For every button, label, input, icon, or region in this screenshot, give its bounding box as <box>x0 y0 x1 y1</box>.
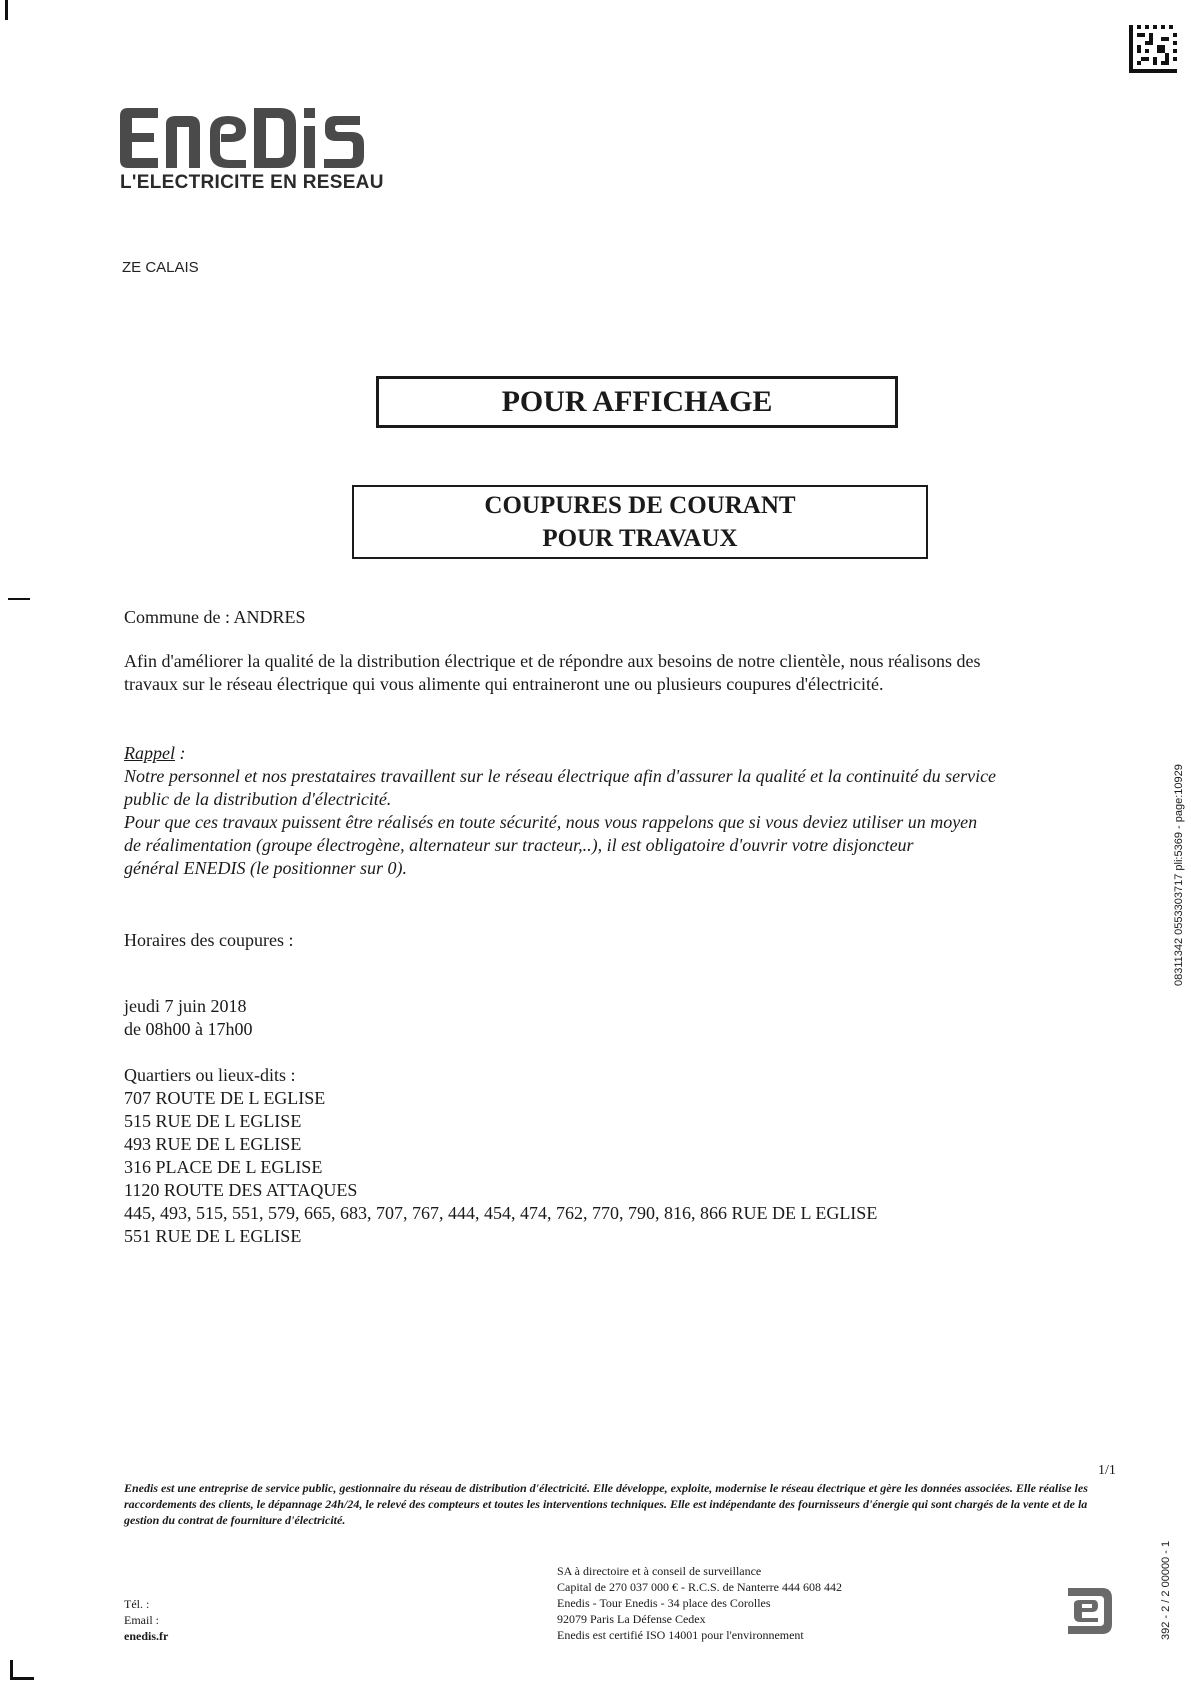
page-number: 1/1 <box>1098 1463 1116 1478</box>
rappel-line: public de la distribution d'électricité. <box>124 789 392 809</box>
contact-block <box>124 1596 168 1644</box>
locations-heading: Quartiers ou lieux-dits : <box>124 1065 296 1085</box>
locations-block <box>124 1064 877 1248</box>
schedule-heading: Horaires des coupures : <box>124 930 294 950</box>
company-description: Enedis est une entreprise de service public, gestionnaire du réseau de distribution d'électricité. Elle développe, exploite, modernise le réseau électrique et gère les données associées. Elle réalise les raccordements des clients, le dépannage 24h/24, le relevé des compteurs et toutes les interventions techniques. Elle est indépendante des fournisseurs d'énergie qui sont chargés de la vente et de la gestion du contrat de fourniture d'électricité. <box>124 1481 1088 1527</box>
side-reference-code: 08311342 0553303717 pli:5369 - page:10929 <box>1173 764 1185 986</box>
legal-line: Enedis - Tour Enedis - 34 place des Corolles <box>557 1596 771 1610</box>
contact-website: enedis.fr <box>124 1629 169 1643</box>
intro-paragraph <box>124 650 980 696</box>
enedis-mark-icon <box>1062 1582 1114 1640</box>
schedule-date: jeudi 7 juin 2018 <box>124 996 247 1016</box>
commune-line: Commune de : ANDRES <box>124 607 306 627</box>
crop-mark-bottom-left-foot <box>10 1677 34 1680</box>
schedule-time: de 08h00 à 17h00 <box>124 1019 253 1039</box>
rappel-colon: : <box>175 743 186 763</box>
rappel-heading <box>124 742 996 765</box>
legal-line: Enedis est certifié ISO 14001 pour l'environnement <box>557 1628 804 1642</box>
notice-subtitle-line-2: POUR TRAVAUX <box>542 525 738 552</box>
notice-subtitle-box <box>352 485 928 559</box>
schedule-block <box>124 995 252 1041</box>
crop-mark-left-middle <box>8 598 30 600</box>
brand-tagline: L'ELECTRICITE EN RESEAU <box>120 172 384 193</box>
notice-title-box <box>376 376 898 428</box>
location-item: 445, 493, 515, 551, 579, 665, 683, 707, 767, 444, 454, 474, 762, 770, 790, 816, 866 RUE DE L EGLISE <box>124 1203 878 1223</box>
bottom-reference-code: 392 - 2 / 2 00000 - 1 <box>1160 1540 1172 1640</box>
location-item: 316 PLACE DE L EGLISE <box>124 1157 323 1177</box>
location-item: 493 RUE DE L EGLISE <box>124 1134 302 1154</box>
enedis-logo <box>120 108 382 168</box>
intro-line: travaux sur le réseau électrique qui vous alimente qui entraineront une ou plusieurs coupures d'électricité. <box>124 674 884 694</box>
location-item: 707 ROUTE DE L EGLISE <box>124 1088 326 1108</box>
rappel-line: de réalimentation (groupe électrogène, alternateur sur tracteur,..), il est obligatoire d'ouvrir votre disjoncteur <box>124 835 914 855</box>
crop-mark-top-left <box>5 0 8 20</box>
legal-line: 92079 Paris La Défense Cedex <box>557 1612 706 1626</box>
rappel-line: général ENEDIS (le positionner sur 0). <box>124 858 407 878</box>
intro-line: Afin d'améliorer la qualité de la distribution électrique et de répondre aux besoins de notre clientèle, nous réalisons des <box>124 651 981 671</box>
location-item: 551 RUE DE L EGLISE <box>124 1226 302 1246</box>
rappel-label: Rappel <box>124 743 175 763</box>
location-item: 515 RUE DE L EGLISE <box>124 1111 302 1131</box>
contact-tel: Tél. : <box>124 1597 150 1611</box>
notice-subtitle-line-1: COUPURES DE COURANT <box>484 492 796 519</box>
notice-title: POUR AFFICHAGE <box>501 385 773 418</box>
regional-zone: ZE CALAIS <box>122 259 199 276</box>
rappel-section <box>124 742 996 880</box>
legal-line: SA à directoire et à conseil de surveillance <box>557 1564 762 1578</box>
rappel-line: Pour que ces travaux puissent être réalisés en toute sécurité, nous vous rappelons que si vous deviez utiliser un moyen <box>124 812 978 832</box>
datamatrix-code <box>1129 25 1177 73</box>
legal-line: Capital de 270 037 000 € - R.C.S. de Nanterre 444 608 442 <box>557 1580 842 1594</box>
legal-block <box>557 1563 842 1643</box>
contact-email: Email : <box>124 1613 159 1627</box>
location-item: 1120 ROUTE DES ATTAQUES <box>124 1180 358 1200</box>
rappel-line: Notre personnel et nos prestataires travaillent sur le réseau électrique afin d'assurer la qualité et la continuité du service <box>124 766 997 786</box>
